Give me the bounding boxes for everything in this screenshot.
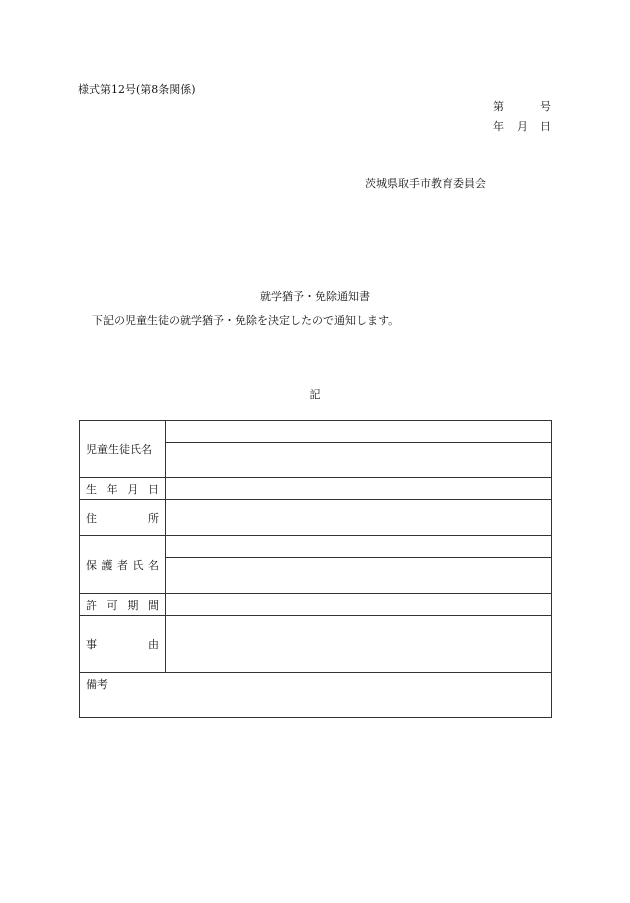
guardian-name-label <box>86 557 159 573</box>
permit-period-field[interactable] <box>166 594 551 615</box>
table-row-birthdate <box>80 478 551 500</box>
label-char: 所 <box>148 511 159 525</box>
intro-text: 下記の児童生徒の就学猶予・免除を決定したので通知します。 <box>92 314 400 327</box>
date-day-label: 日 <box>540 120 551 133</box>
guardian-name-field[interactable] <box>166 536 551 593</box>
notice-table <box>79 420 552 673</box>
permit-period-label <box>86 597 159 613</box>
document-number-suffix: 号 <box>540 100 551 113</box>
label-char: 期 <box>127 598 139 612</box>
label-char: 者 <box>117 558 128 572</box>
furigana-divider <box>166 442 551 443</box>
date-month-label: 月 <box>517 120 528 133</box>
birthdate-label <box>86 481 159 497</box>
label-char: 由 <box>148 638 159 651</box>
table-label-cell <box>80 594 166 615</box>
label-char: 可 <box>106 598 118 612</box>
address-field[interactable] <box>166 500 551 535</box>
student-name-label: 児童生徒氏名 <box>86 443 152 456</box>
label-char: 氏 <box>132 558 144 572</box>
remarks-field[interactable] <box>79 673 552 718</box>
label-char: 生 <box>86 482 97 496</box>
table-label-cell <box>80 421 166 477</box>
label-char: 間 <box>147 598 159 612</box>
table-row-guardian-name <box>80 536 551 594</box>
label-char: 住 <box>86 511 97 525</box>
reason-field[interactable] <box>166 616 551 672</box>
label-char: 月 <box>127 482 139 496</box>
label-char: 年 <box>106 482 118 496</box>
furigana-divider <box>166 557 551 558</box>
table-row-address <box>80 500 551 536</box>
label-char: 保 <box>86 558 97 572</box>
table-label-cell <box>80 500 166 535</box>
table-row-reason <box>80 616 551 672</box>
label-char: 護 <box>101 558 113 572</box>
table-label-cell <box>80 536 166 593</box>
table-row-student-name <box>80 421 551 478</box>
birthdate-field[interactable] <box>166 478 551 499</box>
issuer-name: 茨城県取手市教育委員会 <box>365 177 486 190</box>
table-label-cell <box>80 616 166 672</box>
label-char: 日 <box>147 482 159 496</box>
form-number: 様式第12号(第8条関係) <box>78 83 196 96</box>
label-char: 名 <box>148 558 159 572</box>
address-label <box>86 510 159 526</box>
remarks-label: 備考 <box>86 678 108 691</box>
date-year-label: 年 <box>493 120 504 133</box>
student-name-field[interactable] <box>166 421 551 477</box>
label-char: 事 <box>86 638 97 651</box>
table-row-permit-period <box>80 594 551 616</box>
reason-label <box>86 636 159 652</box>
table-label-cell <box>80 478 166 499</box>
ki-heading: 記 <box>309 388 321 401</box>
label-char: 許 <box>86 598 97 612</box>
document-title: 就学猶予・免除通知書 <box>260 290 370 303</box>
document-number-prefix: 第 <box>493 100 504 113</box>
